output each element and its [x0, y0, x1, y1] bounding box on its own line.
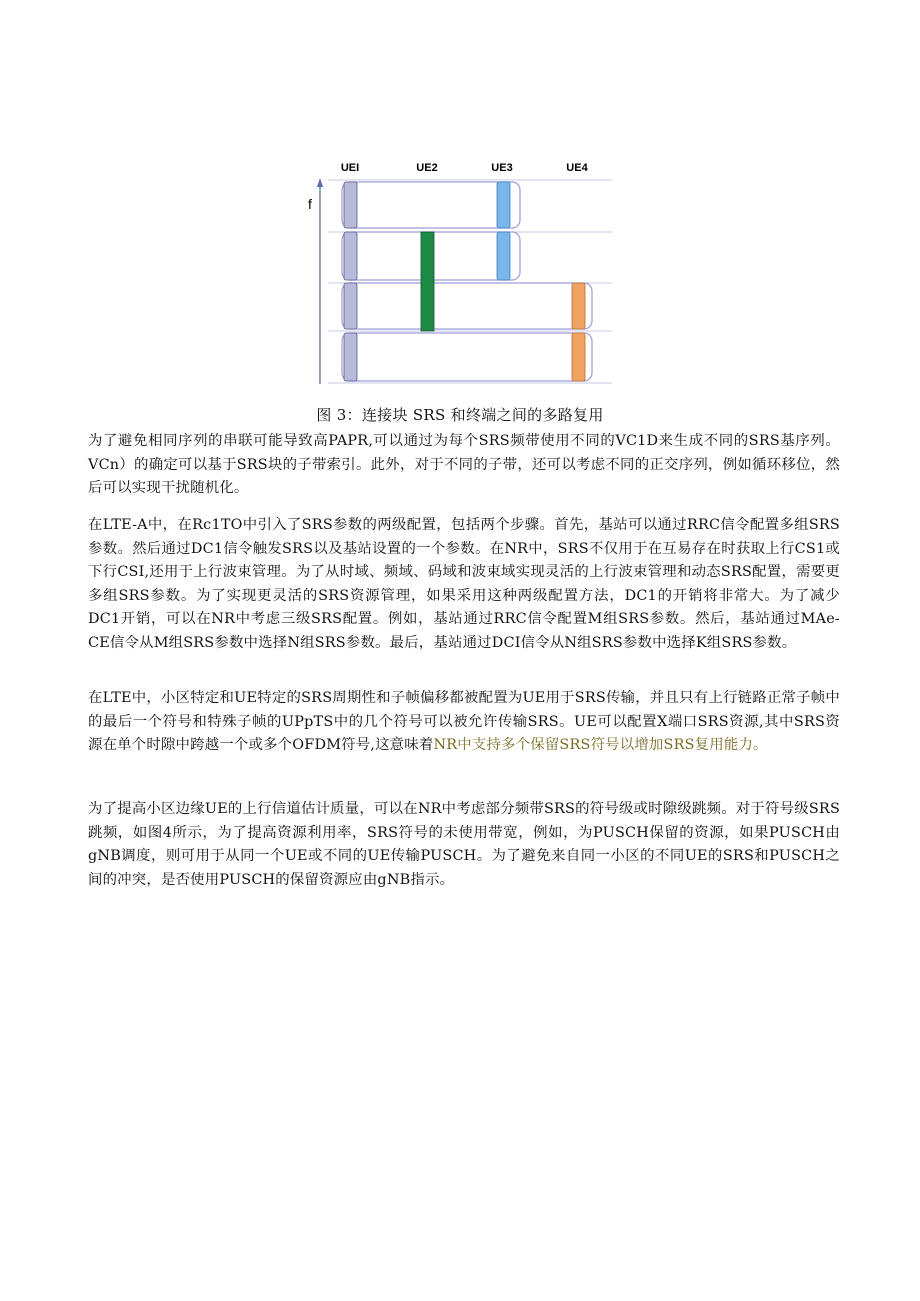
ue3-srs-block — [497, 182, 510, 228]
ue1-srs-block — [344, 333, 357, 381]
figure-caption: 图 3：连接块 SRS 和终端之间的多路复用 — [316, 406, 604, 424]
ue1-label: UEI — [340, 162, 360, 174]
ue2-srs-block — [421, 232, 434, 331]
ue1-srs-block — [344, 232, 357, 280]
ue1-srs-block — [344, 182, 357, 228]
frequency-axis-label: f — [308, 196, 312, 212]
ue4-srs-block — [572, 333, 585, 381]
ue1-srs-block — [344, 283, 357, 329]
paragraph-3-highlight: NR中支持多个保留SRS符号以增加SRS复用能力。 — [433, 737, 768, 753]
srs-band-outline — [342, 333, 592, 381]
srs-band-outline — [342, 182, 520, 228]
paragraph-3 — [88, 687, 840, 758]
ue3-srs-block — [497, 232, 510, 280]
frequency-axis-arrow — [317, 178, 323, 187]
ue3-label: UE3 — [491, 162, 513, 174]
ue4-srs-block — [572, 283, 585, 329]
paragraph-4: 为了提高小区边缘UE的上行信道估计质量，可以在NR中考虑部分频带SRS的符号级或时隙级跳频。对于符号级SRS跳频，如图4所示，为了提高资源利用率，SRS符号的未使用带宽，例如，为PUSCH保留的资源，如果PUSCH由gNB调度，则可用于从同一个UE或不同的UE传输PUSCH。为了避免来自同一小区的不同UE的SRS和PUSCH之间的冲突，是否使用PUSCH的保留资源应由gNB指示。 — [88, 801, 840, 888]
paragraph-3-text: 在LTE中，小区特定和UE特定的SRS周期性和子帧偏移都被配置为UE用于SRS传输，并且只有上行链路正常子帧中的最后一个符号和特殊子帧的UPpTS中的几个符号可以被允许传输SRS。UE可以配置X端口SRS资源,其中SRS资源在单个时隙中跨越一个或多个OFDM符号,这意味着 — [88, 690, 840, 753]
srs-multiplexing-figure — [300, 150, 620, 390]
srs-band-outline — [342, 283, 592, 329]
paragraph-1: 为了避免相同序列的串联可能导致高PAPR,可以通过为每个SRS频带使用不同的VC1D来生成不同的SRS基序列。VCn）的确定可以基于SRS块的子带索引。此外，对于不同的子带，还可以考虑不同的正交序列，例如循环移位，然后可以实现干扰随机化。 — [88, 433, 840, 496]
ue4-label: UE4 — [566, 162, 588, 174]
paragraph-2: 在LTE-A中，在Rc1TO中引入了SRS参数的两级配置，包括两个步骤。首先，基站可以通过RRC信令配置多组SRS参数。然后通过DC1信令触发SRS以及基站设置的一个参数。在NR中，SRS不仅用于在互易存在时获取上行CS1或下行CSI,还用于上行波束管理。为了从时域、频域、码域和波束域实现灵活的上行波束管理和动态SRS配置，需要更多组SRS参数。为了实现更灵活的SRS资源管理，如果采用这种两级配置方法，DC1的开销将非常大。为了减少DC1开销，可以在NR中考虑三级SRS配置。例如，基站通过RRC信令配置M组SRS参数。然后，基站通过MAe-CE信令从M组SRS参数中选择N组SRS参数。最后，基站通过DCI信令从N组SRS参数中选择K组SRS参数。 — [88, 517, 840, 651]
ue2-label: UE2 — [416, 162, 438, 174]
